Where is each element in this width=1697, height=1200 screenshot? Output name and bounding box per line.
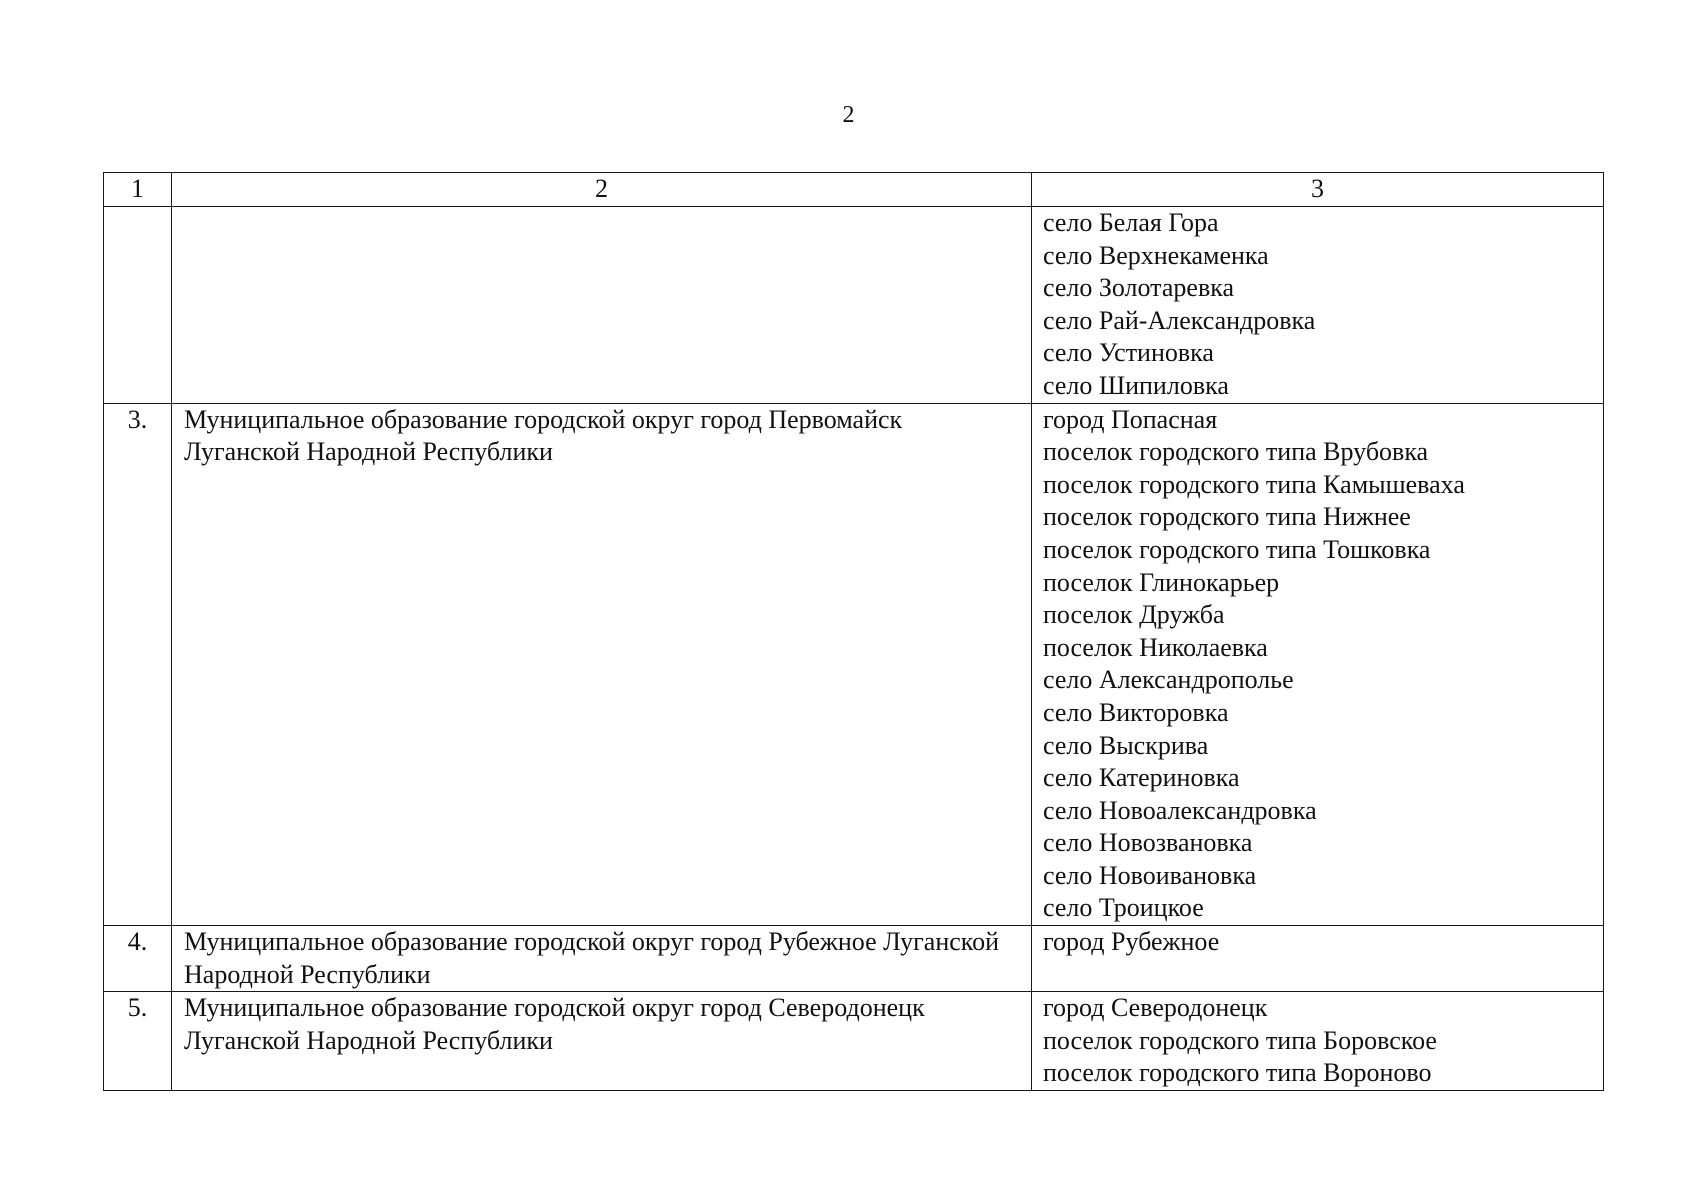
settlement-item: поселок Дружба	[1043, 600, 1225, 630]
settlements-list	[1032, 403, 1604, 926]
settlement-item: поселок городского типа Нижнее	[1043, 502, 1411, 532]
settlement-item: поселок Глинокарьер	[1043, 567, 1280, 597]
municipality-name: Муниципальное образование городской округ город Северодонецк Луганской Народной Республики	[172, 992, 1032, 1091]
settlement-item: село Александрополье	[1043, 665, 1294, 695]
municipality-name: Муниципальное образование городской округ город Рубежное Луганской Народной Республики	[172, 926, 1032, 992]
table-row	[104, 207, 1604, 404]
settlement-item: село Верхнекаменка	[1043, 240, 1269, 270]
settlement-item: село Выскрива	[1043, 730, 1209, 760]
row-number	[104, 207, 172, 404]
settlement-item: село Белая Гора	[1043, 208, 1219, 237]
row-number: 4.	[104, 926, 172, 992]
page-number: 2	[842, 102, 855, 128]
column-header-number: 1	[104, 173, 172, 207]
row-number: 5.	[104, 992, 172, 1091]
settlement-item: город Рубежное	[1043, 927, 1220, 957]
settlements-list	[1032, 207, 1604, 404]
settlement-item: село Троицкое	[1043, 893, 1204, 923]
column-header-municipality: 2	[172, 173, 1032, 207]
settlement-item: село Новозвановка	[1043, 828, 1253, 858]
municipalities-table	[103, 172, 1604, 1091]
settlement-item: город Попасная	[1043, 404, 1218, 434]
settlement-item: поселок городского типа Врубовка	[1043, 437, 1429, 467]
municipality-name	[172, 207, 1032, 404]
settlements-list	[1032, 992, 1604, 1091]
settlement-item: село Викторовка	[1043, 697, 1229, 727]
column-header-settlements: 3	[1032, 173, 1604, 207]
table-row	[104, 403, 1604, 926]
table-row	[104, 926, 1604, 992]
settlement-item: поселок Николаевка	[1043, 632, 1268, 662]
table-row	[104, 992, 1604, 1091]
settlements-list	[1032, 926, 1604, 992]
settlement-item: город Северодонецк	[1043, 993, 1268, 1023]
row-number: 3.	[104, 403, 172, 926]
settlement-item: село Шипиловка	[1043, 370, 1229, 400]
settlement-item: село Новоивановка	[1043, 860, 1257, 890]
municipality-name: Муниципальное образование городской округ город Первомайск Луганской Народной Республики	[172, 403, 1032, 926]
settlement-item: село Золотаревка	[1043, 273, 1235, 303]
settlement-item: поселок городского типа Камышеваха	[1043, 469, 1465, 499]
settlement-item: поселок городского типа Тошковка	[1043, 534, 1431, 564]
settlement-item: поселок городского типа Вороново	[1043, 1058, 1432, 1088]
settlement-item: село Рай-Александровка	[1043, 305, 1316, 335]
settlement-item: поселок городского типа Боровское	[1043, 1025, 1437, 1055]
settlement-item: село Катериновка	[1043, 763, 1240, 793]
settlement-item: село Устиновка	[1043, 338, 1214, 368]
settlement-item: село Новоалександровка	[1043, 795, 1317, 825]
table-header-row	[104, 173, 1604, 207]
